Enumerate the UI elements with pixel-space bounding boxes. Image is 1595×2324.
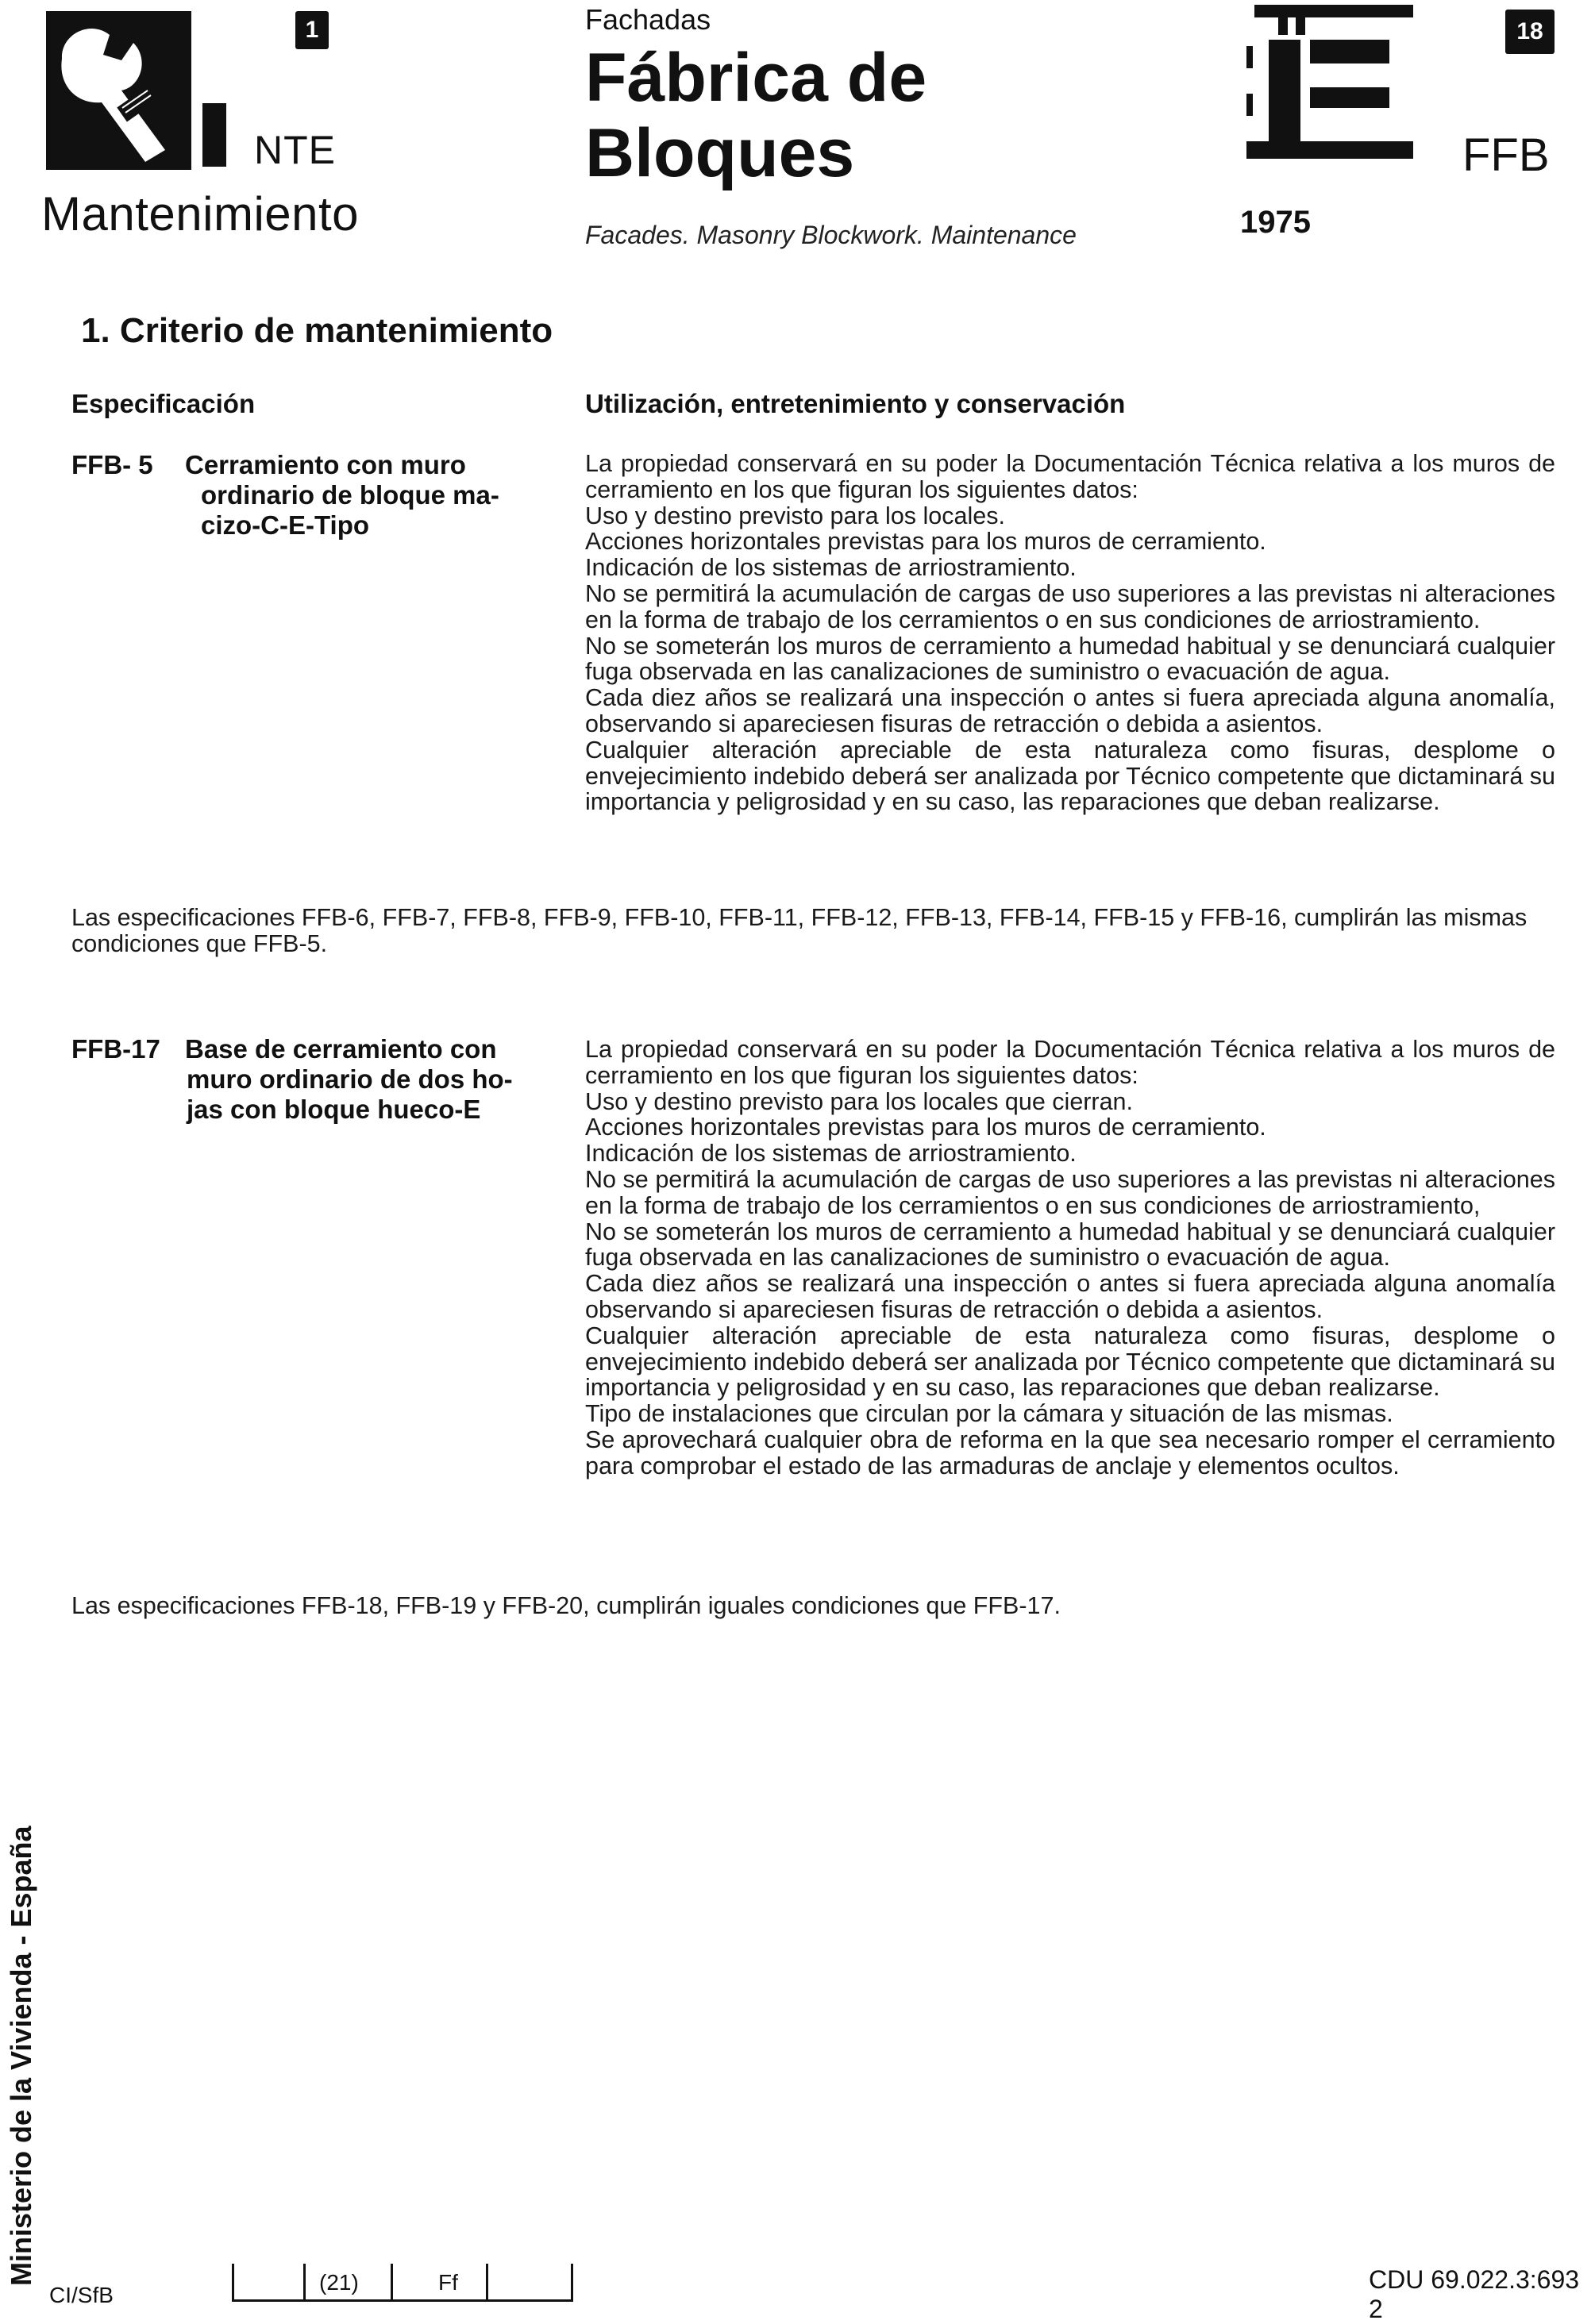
class-code-ff: Ff <box>438 2270 458 2295</box>
divider <box>303 2264 306 2302</box>
column-header-specification: Especificación <box>71 389 256 418</box>
year: 1975 <box>1240 205 1311 240</box>
ministry-label: Ministerio de la Vivienda - España <box>5 1826 37 2286</box>
spec-title <box>185 1034 630 1125</box>
paragraph: Acciones horizontales previstas para los muros de cerramiento. <box>585 528 1266 556</box>
maintenance-text <box>585 1037 1555 1479</box>
section-number-badge <box>295 11 329 49</box>
applicability-note: Las especificaciones FFB-18, FFB-19 y FFB-20, cumplirán iguales condiciones que FFB-17. <box>71 1592 1061 1619</box>
paragraph: Indicación de los sistemas de arriostramiento. <box>585 1140 1077 1168</box>
paragraph: Se aprovechará cualquier obra de reforma en la que sea necesario romper el cerramiento para comprobar el estado de las armaduras de anclaje y elementos ocultos. <box>585 1426 1555 1479</box>
spec-title-line: Cerramiento con muro <box>185 450 466 479</box>
paragraph: No se someterán los muros de cerramiento a humedad habitual y se denunciará cualquier fuga observada en las canalizaciones de suministro o evacuación de agua. <box>585 632 1555 686</box>
paragraph: No se permitirá la acumulación de cargas de uso superiores a las previstas ni alteraciones en la forma de trabajo de los cerramientos o en sus condiciones de arriostramiento. <box>585 579 1555 633</box>
spec-code: FFB- 5 <box>71 450 153 479</box>
page-title-line1: Fábrica de <box>585 40 927 116</box>
maintenance-text <box>585 451 1555 815</box>
brand-label: NTE <box>254 128 336 172</box>
spec-title-line: muro ordinario de dos ho- <box>187 1064 513 1094</box>
logo-bar <box>202 103 226 167</box>
divider <box>232 2264 234 2302</box>
paragraph: La propiedad conservará en su poder la Documentación Técnica relativa a los muros de cerramiento en los que figuran los siguientes datos: <box>585 1036 1555 1089</box>
section-heading: 1. Criterio de mantenimiento <box>81 311 553 350</box>
badge-left-number: 1 <box>305 17 319 43</box>
divider <box>391 2264 393 2302</box>
paragraph: Uso y destino previsto para los locales. <box>585 502 1005 529</box>
block-pattern-logo <box>1246 5 1437 175</box>
page-title-line2: Bloques <box>585 115 855 191</box>
applicability-note: Las especificaciones FFB-6, FFB-7, FFB-8, FFB-9, FFB-10, FFB-11, FFB-12, FFB-13, FFB-14, FFB-15 y FFB-16, cumplirán las mismas condiciones que FFB-5. <box>71 904 1528 957</box>
paragraph: Acciones horizontales previstas para los muros de cerramiento. <box>585 1114 1266 1141</box>
paragraph: Cualquier alteración apreciable de esta naturaleza como fisuras, desplome o envejecimiento indebido deberá ser analizada por Técnico competente que dictaminará su importancia y peligrosidad y en su caso, las reparaciones que deban realizarse. <box>585 1322 1555 1402</box>
column-header-use: Utilización, entretenimiento y conservación <box>585 389 1126 418</box>
class-code-21: (21) <box>319 2270 359 2295</box>
paragraph: Indicación de los sistemas de arriostramiento. <box>585 554 1077 582</box>
badge-right-number: 18 <box>1516 18 1543 44</box>
classification-boxes <box>232 2264 573 2302</box>
spec-title-line: Base de cerramiento con <box>185 1034 497 1064</box>
paragraph: Uso y destino previsto para los locales que cierran. <box>585 1087 1133 1115</box>
divider <box>232 2299 573 2302</box>
spec-title-line: jas con bloque hueco-E <box>187 1095 481 1124</box>
divider <box>486 2264 488 2302</box>
paragraph: No se someterán los muros de cerramiento a humedad habitual y se denunciará cualquier fuga observada en las canalizaciones de suministro o evacuación de agua. <box>585 1218 1555 1272</box>
spec-title <box>185 450 630 541</box>
nte-logo <box>46 11 191 170</box>
spec-title-line: cizo-C-E-Tipo <box>201 510 370 540</box>
wrench-icon <box>46 11 191 170</box>
spec-code: FFB-17 <box>71 1034 160 1064</box>
cdu-code: CDU 69.022.3:693 2 <box>1369 2265 1580 2323</box>
divider <box>571 2264 573 2302</box>
paragraph: Cada diez años se realizará una inspección o antes si fuera apreciada alguna anomalía, observando si apareciesen fisuras de retracción o debida a asientos. <box>585 684 1555 737</box>
document-code: FFB <box>1462 129 1550 181</box>
paragraph: La propiedad conservará en su poder la Documentación Técnica relativa a los muros de cerramiento en los que figuran los siguientes datos: <box>585 450 1555 503</box>
spec-title-line: ordinario de bloque ma- <box>201 480 499 510</box>
category-label: Fachadas <box>585 3 711 36</box>
paragraph: Cualquier alteración apreciable de esta naturaleza como fisuras, desplome o envejecimiento indebido deberá ser analizada por Técnico competente que dictaminará su importancia y peligrosidad y en su caso, las reparaciones que deban realizarse. <box>585 736 1555 816</box>
paragraph: No se permitirá la acumulación de cargas de uso superiores a las previstas ni alteraciones en la forma de trabajo de los cerramientos o en sus condiciones de arriostramiento, <box>585 1165 1555 1219</box>
section-label: Mantenimiento <box>41 187 360 240</box>
sheet-number-badge <box>1505 10 1555 54</box>
english-subtitle: Facades. Masonry Blockwork. Maintenance <box>585 221 1077 249</box>
cisfb-label: CI/SfB <box>49 2283 114 2307</box>
paragraph: Tipo de instalaciones que circulan por la cámara y situación de las mismas. <box>585 1400 1393 1428</box>
paragraph: Cada diez años se realizará una inspección o antes si fuera apreciada alguna anomalía observando si apareciesen fisuras de retracción o debida a asientos. <box>585 1270 1555 1323</box>
